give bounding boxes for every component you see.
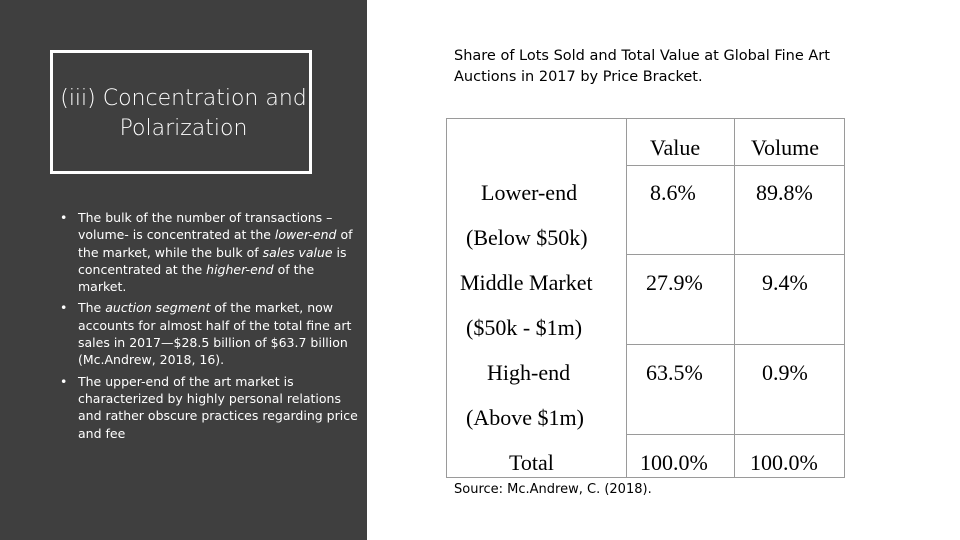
bullet-emphasis: higher-end: [206, 261, 274, 277]
row-label: Lower-end: [481, 180, 578, 205]
bullet-list: [58, 209, 358, 446]
bullet-text: of the market, while the bulk of: [78, 227, 353, 260]
bullet-text: of the market, now accounts for almost half of the total fine art sales in 2017—$28.5 billion of $63.7 billion (Mc.Andrew, 2018, 16).: [78, 300, 352, 368]
row-sublabel: (Above $1m): [466, 405, 584, 430]
bullet-text: The bulk of the number of transactions – volume- is concentrated at the: [78, 210, 333, 243]
slide-title-line-1: (iii) Concentration and: [60, 86, 307, 111]
bullet-emphasis: sales value: [262, 244, 333, 260]
row-sublabel: ($50k - $1m): [466, 315, 583, 340]
slide-title-line-2: Polarization: [119, 116, 248, 141]
value-cell: 8.6%: [650, 180, 696, 205]
value-cell: 63.5%: [646, 360, 703, 385]
row-divider: [626, 344, 845, 345]
row-divider: [626, 165, 845, 166]
slide-title: [0, 84, 367, 144]
bullet-text: of the market.: [78, 261, 315, 295]
row-sublabel: (Below $50k): [466, 225, 588, 250]
column-divider: [734, 118, 735, 478]
value-cell: 100.0%: [640, 450, 708, 475]
bullet-item: [58, 299, 358, 368]
volume-cell: 9.4%: [762, 270, 808, 295]
row-divider: [626, 434, 845, 435]
bullet-item: [58, 373, 358, 442]
column-header-value: Value: [650, 135, 701, 160]
row-label: High-end: [487, 360, 571, 385]
value-cell: 27.9%: [646, 270, 703, 295]
column-header-volume: Volume: [751, 135, 820, 160]
column-divider: [626, 118, 627, 478]
bullet-emphasis: auction segment: [105, 300, 211, 316]
row-label: Total: [509, 450, 554, 475]
bullet-text: The upper-end of the art market is characterized by highly personal relations and rather obscure practices regarding price and fee: [78, 373, 358, 441]
bullet-emphasis: lower-end: [274, 227, 337, 243]
bullet-item: [58, 209, 358, 295]
table-title: Share of Lots Sold and Total Value at Global Fine Art Auctions in 2017 by Price Bracket.: [454, 48, 830, 85]
row-label: Middle Market: [460, 270, 593, 295]
left-panel: [0, 0, 367, 540]
bullet-text: is concentrated at the: [78, 244, 347, 277]
volume-cell: 0.9%: [762, 360, 808, 385]
bullet-text: The: [78, 300, 106, 316]
source-note: Source: Mc.Andrew, C. (2018).: [454, 482, 652, 497]
volume-cell: 100.0%: [750, 450, 818, 475]
volume-cell: 89.8%: [756, 180, 813, 205]
row-divider: [626, 254, 845, 255]
